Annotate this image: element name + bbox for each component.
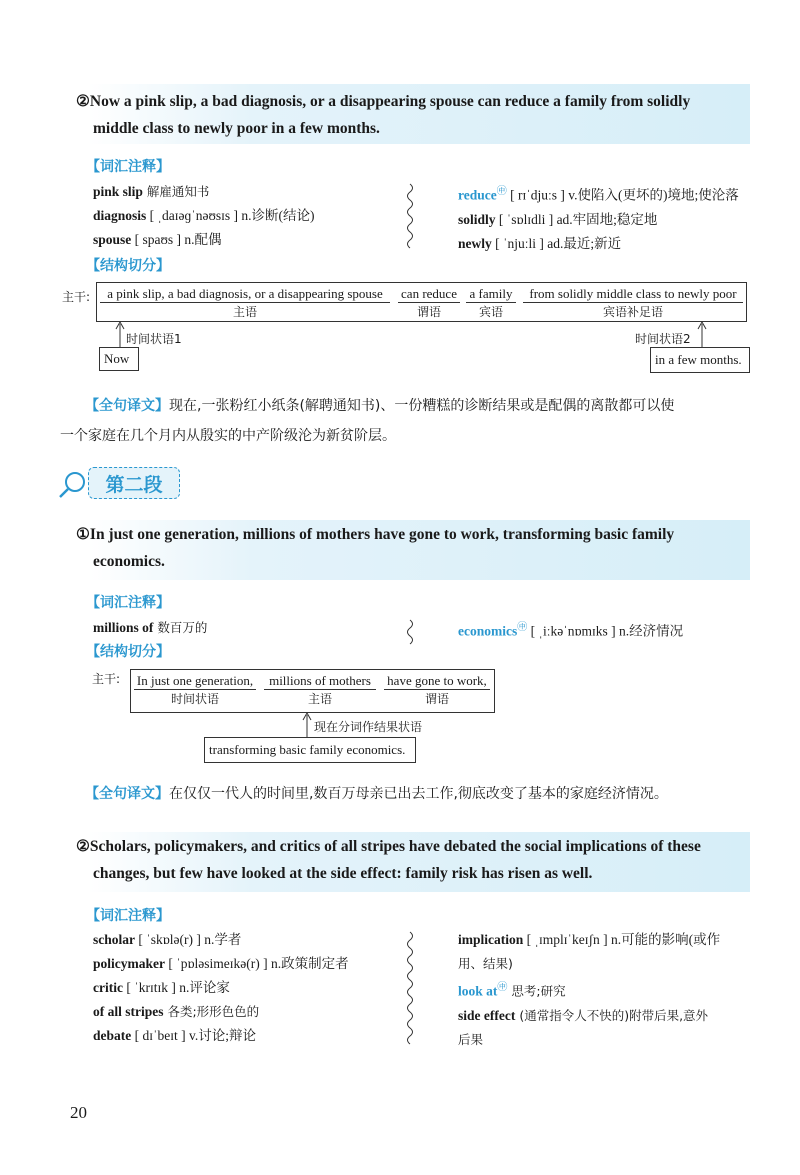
vocab-item: millions of 数百万的 <box>93 620 208 635</box>
vocab-right-list <box>458 180 758 256</box>
vocab-left-list <box>93 180 315 252</box>
arrow-up <box>302 713 312 737</box>
vocab-item: diagnosis [ ˌdaɪəɡˈnəʊsɪs ] n.诊断(结论) <box>93 208 315 223</box>
paragraph-title: 第二段 <box>105 474 163 496</box>
adverbial-label-2: 时间状语2 <box>635 332 691 346</box>
vocab-item: scholar [ ˈskɒlə(r) ] n.学者 <box>93 932 242 947</box>
participle-adverbial-box: transforming basic family economics. <box>204 737 416 763</box>
vocab-left-list <box>93 928 349 1048</box>
vocab-item: debate [ dɪˈbeɪt ] v.讨论;辩论 <box>93 1028 256 1043</box>
sentence-2-2: ②Scholars, policymakers, and critics of all stripes have debated the social implications of these changes, but few have looked at the side effect: family risk has risen as well. <box>76 838 701 882</box>
adverbial-label-1: 时间状语1 <box>126 332 182 346</box>
wavy-divider <box>405 620 415 644</box>
arrow-up <box>115 322 125 348</box>
vocab-item: of all stripes 各类;形形色色的 <box>93 1004 260 1019</box>
magnifier-icon <box>58 470 88 500</box>
sentence-number: ② <box>76 838 90 855</box>
vocab-item: 后果 <box>458 1031 484 1047</box>
sentence-number: ② <box>76 93 90 110</box>
vocab-item: look at㊥ 思考;研究 <box>458 982 566 999</box>
sentence-number: ① <box>76 526 90 543</box>
sentence-1-2: ②Now a pink slip, a bad diagnosis, or a disappearing spouse can reduce a family from solidly middle class to newly poor in a few months. <box>76 93 691 137</box>
main-clause-label: 主干: <box>62 290 91 304</box>
part-predicate: have gone to work, 谓语 <box>384 673 490 707</box>
vocab-item: economics㊥ [ ˌiːkəˈnɒmɪks ] n.经济情况 <box>458 622 684 639</box>
vocab-right-list <box>458 928 758 1052</box>
vocab-item: spouse [ spaʊs ] n.配偶 <box>93 232 222 247</box>
part-predicate: can reduce 谓语 <box>398 286 460 320</box>
translation-1: 【全句译文】现在,一张粉红小纸条(解聘通知书)、一份糟糕的诊断结果或是配偶的离散都可以使 一个家庭在几个月内从殷实的中产阶级沦为新贫阶层。 <box>60 398 675 444</box>
part-time-adverbial: In just one generation, 时间状语 <box>134 673 256 707</box>
translation-2: 【全句译文】在仅仅一代人的时间里,数百万母亲已出去工作,彻底改变了基本的家庭经济情况。 <box>85 786 668 802</box>
arrow-up <box>697 322 707 348</box>
vocab-title: 【词汇注释】 <box>86 595 170 611</box>
vocab-item: solidly [ ˈsɒlɪdli ] ad.牢固地;稳定地 <box>458 211 658 227</box>
structure-title: 【结构切分】 <box>86 258 170 274</box>
vocab-item: side effect (通常指令人不快的)附带后果,意外 <box>458 1007 709 1023</box>
main-clause-label: 主干: <box>92 672 121 686</box>
vocab-item: pink slip 解雇通知书 <box>93 184 210 199</box>
part-object-complement: from solidly middle class to newly poor 宾语补足语 <box>523 286 743 320</box>
page-number: 20 <box>70 1103 87 1122</box>
sentence-2-1: ①In just one generation, millions of mothers have gone to work, transforming basic family economics. <box>76 526 675 570</box>
wavy-divider <box>405 932 415 1044</box>
vocab-title: 【词汇注释】 <box>86 159 170 175</box>
vocab-item: newly [ ˈnjuːli ] ad.最近;新近 <box>458 235 622 251</box>
adverbial-box-2: in a few months. <box>650 347 750 373</box>
vocab-right-list <box>458 616 683 644</box>
vocab-item: critic [ ˈkrɪtɪk ] n.评论家 <box>93 980 230 995</box>
vocab-item: reduce㊥ [ rɪˈdjuːs ] v.使陷入(更坏的)境地;使沦落 <box>458 186 739 203</box>
vocab-item: implication [ ˌɪmplɪˈkeɪʃn ] n.可能的影响(或作 <box>458 932 721 947</box>
vocab-item: policymaker [ ˈpɒləsimeɪkə(r) ] n.政策制定者 <box>93 956 349 971</box>
vocab-title: 【词汇注释】 <box>86 908 170 924</box>
part-subject: millions of mothers 主语 <box>264 673 376 707</box>
structure-title: 【结构切分】 <box>86 644 170 660</box>
part-object: a family 宾语 <box>466 286 516 320</box>
wavy-divider <box>405 184 415 250</box>
vocab-left-list <box>93 616 207 640</box>
vocab-item: 用、结果) <box>458 956 513 971</box>
participle-adverbial-label: 现在分词作结果状语 <box>314 720 423 734</box>
adverbial-box-1: Now <box>99 347 139 371</box>
part-subject: a pink slip, a bad diagnosis, or a disappearing spouse 主语 <box>100 286 390 320</box>
